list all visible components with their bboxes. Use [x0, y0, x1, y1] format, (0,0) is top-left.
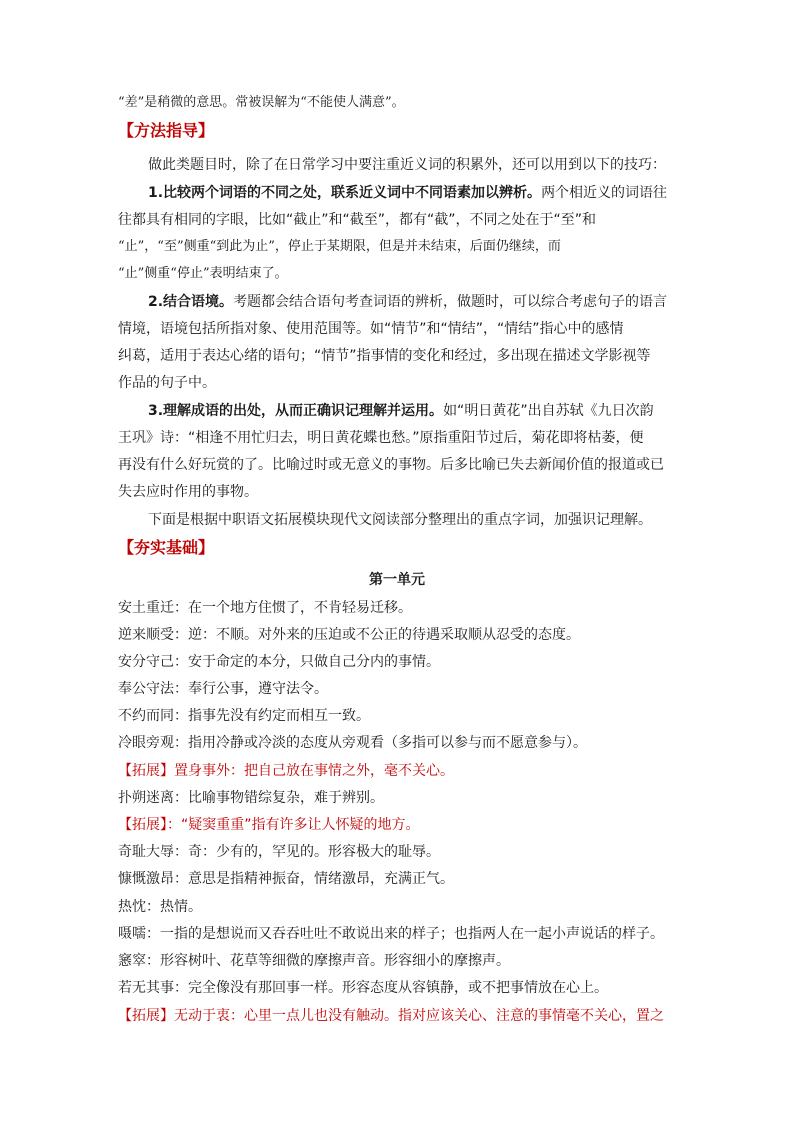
vocab-entry: 逆来顺受：逆：不顺。对外来的压迫或不公正的待遇采取顺从忍受的态度。 [118, 627, 580, 643]
tip3-title: 3.理解成语的出处，从而正确识记理解并运用。 [148, 403, 444, 419]
vocab-entry: 不约而同：指事先没有约定而相互一致。 [118, 708, 370, 724]
tip1-title: 1.比较两个词语的不同之处，联系近义词中不同语素加以辨析。 [148, 185, 542, 201]
vocab-entry: 安分守己：安于命定的本分，只做自己分内的事情。 [118, 654, 440, 670]
tip3-line2: 王巩》诗：“相逢不用忙归去，明日黄花蝶也愁。”原指重阳节过后，菊花即将枯萎，便 [118, 430, 644, 446]
tip1-line3: “止”，“至”侧重“到此为止”，停止于某期限，但是并未结束，后面仍继续，而 [118, 239, 561, 254]
tip1-line1 [148, 182, 708, 204]
tip1-line1-rest: 两个相近义的词语往 [541, 185, 668, 201]
vocab-extension: 【拓展】无动于衷：心里一点儿也没有触动。指对应该关心、注意的事情毫不关心，置之 [118, 1008, 664, 1024]
unit-title: 第一单元 [369, 572, 425, 588]
tip2-line4: 作品的句子中。 [118, 375, 216, 391]
tip2-line1 [148, 291, 708, 313]
tip2-title: 2.结合语境。 [148, 294, 234, 310]
vocab-entry: 窸窣：形容树叶、花草等细微的摩擦声音。形容细小的摩擦声。 [118, 953, 510, 969]
tip3-line1 [148, 400, 708, 422]
tip1-line2: 往都具有相同的字眼，比如“截止”和“截至”，都有“截”，不同之处在于“至”和 [118, 212, 597, 228]
foundation-section-header: 【夯实基础】 [118, 538, 215, 557]
vocab-entry: 若无其事：完全像没有那回事一样。形容态度从容镇静，或不把事情放在心上。 [118, 980, 608, 996]
vocab-entry: 慷慨激昂：意思是指精神振奋，情绪激昂，充满正气。 [118, 871, 454, 887]
tip2-line1-rest: 考题都会结合语句考查词语的辨析，做题时，可以综合考虑句子的语言 [233, 294, 668, 310]
tip3-line3: 再没有什么好玩赏的了。比喻过时或无意义的事物。后多比喻已失去新闻价值的报道或已 [118, 457, 664, 473]
method-section-header: 【方法指导】 [118, 121, 215, 140]
vocab-extension: 【拓展】置身事外：把自己放在事情之外，毫不关心。 [118, 763, 454, 779]
vocab-extension: 【拓展】：“疑窦重重”指有许多让人怀疑的地方。 [118, 817, 420, 833]
method-closing: 下面是根据中职语文拓展模块现代文阅读部分整理出的重点字词，加强识记理解。 [148, 512, 652, 528]
vocab-entry: 奇耻大辱：奇：少有的，罕见的。形容极大的耻辱。 [118, 844, 440, 860]
intro-line: “差”是稍微的意思。常被误解为“不能使人满意”。 [118, 95, 405, 110]
vocab-entry: 安土重迁：在一个地方住惯了，不肯轻易迁移。 [118, 600, 412, 616]
tip1-line4: “止”侧重“停止”表明结束了。 [118, 266, 288, 281]
tip2-line2: 情境，语境包括所指对象、使用范围等。如“情节”和“情结”，“情结”指心中的感情 [118, 321, 624, 337]
vocab-entry: 冷眼旁观：指用冷静或冷淡的态度从旁观看（多指可以参与而不愿意参与）。 [118, 735, 587, 751]
tip2-line3: 纠葛，适用于表达心绪的语句；“情节”指事情的变化和经过，多出现在描述文学影视等 [118, 348, 651, 364]
vocab-entry: 嗫嚅：一指的是想说而又吞吞吐吐不敢说出来的样子；也指两人在一起小声说话的样子。 [118, 926, 664, 942]
vocab-entry: 扑朔迷离：比喻事物错综复杂，难于辨别。 [118, 790, 384, 806]
method-intro: 做此类题目时，除了在日常学习中要注重近义词的积累外，还可以用到以下的技巧： [148, 157, 666, 173]
vocab-entry: 奉公守法：奉行公事，遵守法令。 [118, 681, 328, 697]
vocab-entry: 热忱：热情。 [118, 899, 202, 915]
tip3-line4: 失去应时作用的事物。 [118, 484, 258, 500]
tip3-line1-rest: 如“明日黄花”出自苏轼《九日次韵 [443, 403, 654, 419]
